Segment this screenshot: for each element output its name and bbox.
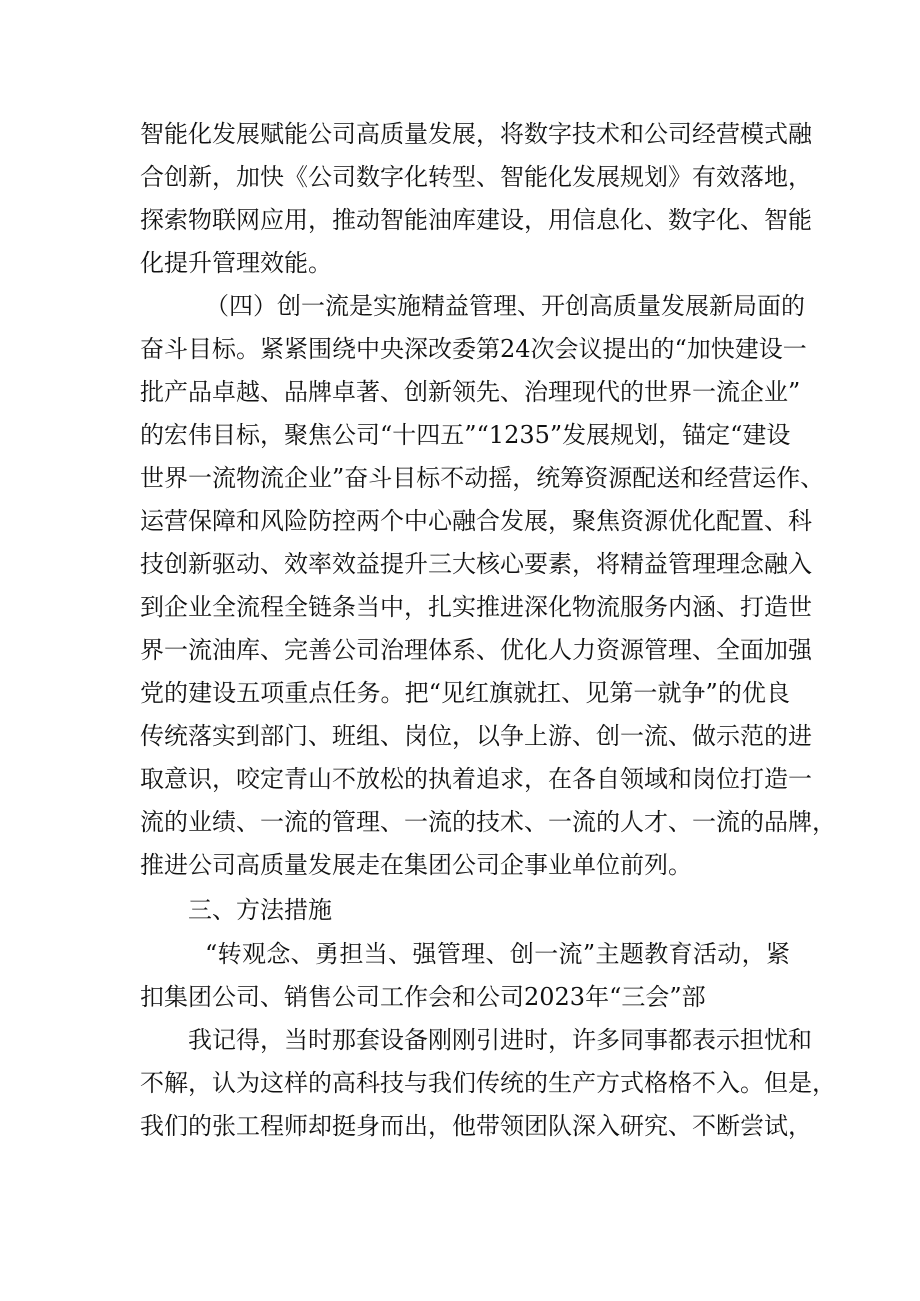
paragraph-2-line-6: 运营保障和风险防控两个中心融合发展，聚焦资源优化配置、科 (140, 507, 812, 535)
paragraph-1-line-4: 化提升管理效能。 (140, 249, 332, 277)
paragraph-4-line-2: 不解，认为这样的高科技与我们传统的生产方式格格不入。但是， (140, 1069, 836, 1097)
paragraph-2-line-1: （四）创一流是实施精益管理、开创高质量发展新局面的 (205, 292, 805, 320)
paragraph-1-line-2: 合创新，加快《公司数字化转型、智能化发展规划》有效落地， (140, 163, 812, 191)
paragraph-4-line-3: 我们的张工程师却挺身而出，他带领团队深入研究、不断尝试， (140, 1112, 812, 1140)
paragraph-2-line-9: 界一流油库、完善公司治理体系、优化人力资源管理、全面加强 (140, 636, 812, 664)
paragraph-3-line-2: 扣集团公司、销售公司工作会和公司2023年“三会”部 (140, 983, 706, 1011)
paragraph-2-line-10: 党的建设五项重点任务。把“见红旗就扛、见第一就争”的优良 (140, 679, 790, 707)
section-heading: 三、方法措施 (188, 896, 332, 924)
paragraph-3-line-1: “转观念、勇担当、强管理、创一流”主题教育活动，紧 (205, 940, 790, 968)
paragraph-2-line-14: 推进公司高质量发展走在集团公司企事业单位前列。 (140, 851, 692, 879)
paragraph-2-line-8: 到企业全流程全链条当中，扎实推进深化物流服务内涵、打造世 (140, 593, 812, 621)
paragraph-2-line-7: 技创新驱动、效率效益提升三大核心要素，将精益管理理念融入 (140, 550, 812, 578)
paragraph-2-line-5: 世界一流物流企业”奋斗目标不动摇，统筹资源配送和经营运作、 (140, 464, 825, 492)
paragraph-2-line-4: 的宏伟目标，聚焦公司“十四五”“1235”发展规划，锚定“建设 (140, 421, 791, 449)
paragraph-2-line-11: 传统落实到部门、班组、岗位，以争上游、创一流、做示范的进 (140, 722, 812, 750)
paragraph-2-line-3: 批产品卓越、品牌卓著、创新领先、治理现代的世界一流企业” (140, 378, 801, 406)
paragraph-1-line-3: 探索物联网应用，推动智能油库建设，用信息化、数字化、智能 (140, 206, 812, 234)
paragraph-2-line-2: 奋斗目标。紧紧围绕中央深改委第24次会议提出的“加快建设一 (140, 335, 807, 363)
paragraph-4-line-1: 我记得，当时那套设备刚刚引进时，许多同事都表示担忧和 (188, 1026, 812, 1054)
paragraph-2-line-13: 流的业绩、一流的管理、一流的技术、一流的人才、一流的品牌， (140, 808, 836, 836)
paragraph-1-line-1: 智能化发展赋能公司高质量发展，将数字技术和公司经营模式融 (140, 120, 812, 148)
paragraph-2-line-12: 取意识，咬定青山不放松的执着追求，在各自领域和岗位打造一 (140, 765, 812, 793)
